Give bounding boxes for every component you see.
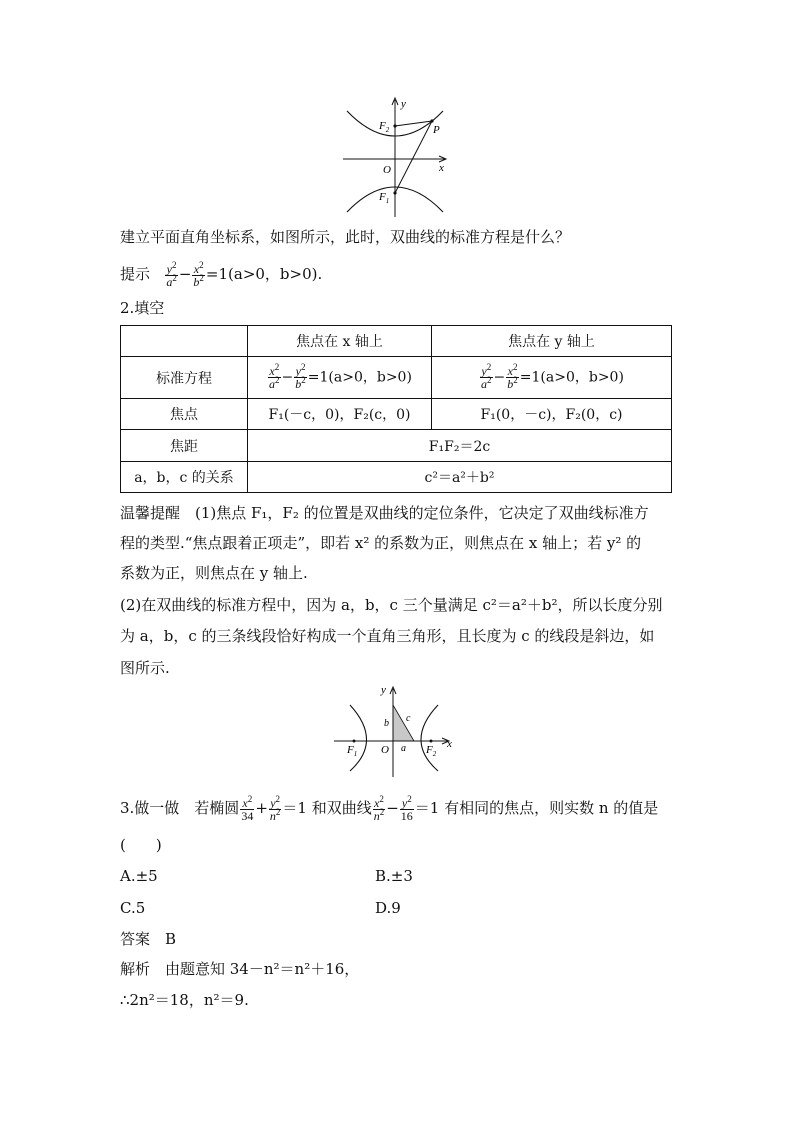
section-2-title: 2.填空	[120, 299, 165, 317]
right-triangle	[393, 705, 414, 741]
hint-rest: =1(a>0，b>0).	[205, 265, 323, 283]
label-o: O	[381, 744, 389, 756]
option-b: B.±3	[375, 867, 413, 885]
row-label-focal-distance: 焦距	[121, 430, 248, 462]
focal-distance: F₁F₂＝2c	[248, 430, 672, 462]
label-f1: $F_1$	[379, 191, 390, 205]
table-header-x: 焦点在 x 轴上	[248, 326, 432, 357]
question-3-paren: ( )	[120, 836, 162, 854]
question-3: 3.做一做 若椭圆 $\frac{x^2}{34}$ + $\frac{y^2}{n^2}$ ＝1 和双曲线 $\frac{x^2}{n^2}$ − $\frac{y^2}{16}$ ＝1 有相同的焦点，则实数 n 的值是	[120, 793, 659, 823]
fraction-x2-n2: $\frac{x^2}{n^2}$	[373, 793, 385, 823]
label-b: b	[384, 718, 389, 729]
equation-x: $\frac{x^2}{a^2}$ − $\frac{y^2}{b^2}$ =1(a>0，b>0)	[248, 357, 432, 399]
label-x: x	[447, 738, 452, 750]
label-f2: $F_2$	[426, 744, 437, 758]
analysis-line1: 解析 由题意知 34－n²＝n²＋16，	[120, 960, 360, 978]
row-label-relation: a，b，c 的关系	[121, 462, 248, 493]
fraction-x2-34: $\frac{x^2}{34}$	[241, 793, 254, 823]
right-branch	[421, 705, 438, 771]
hint: 提示 $\frac{y^2}{a^2}$ − $\frac{x^2}{b^2}$ =1(a>0，b>0).	[120, 259, 323, 289]
hyperbola-table	[120, 325, 672, 493]
left-branch	[350, 705, 367, 771]
label-x: x	[439, 162, 444, 174]
label-y: y	[401, 98, 406, 110]
point-f1	[393, 191, 396, 194]
tips-p1-line3: 系数为正，则焦点在 y 轴上.	[120, 564, 308, 582]
label-a: a	[401, 743, 406, 754]
point-p	[430, 119, 433, 122]
point-f2	[393, 124, 396, 127]
hint-label: 提示	[120, 265, 151, 283]
tips-p2-line1: (2)在双曲线的标准方程中，因为 a，b，c 三个量满足 c²＝a²＋b²，所以长度分别	[120, 596, 663, 614]
option-a: A.±5	[120, 867, 158, 885]
label-o: O	[383, 164, 391, 176]
relation-value: c²＝a²＋b²	[248, 462, 672, 493]
label-c: c	[406, 713, 411, 724]
fraction-y2-a2: $\frac{y^2}{a^2}$	[166, 259, 177, 289]
table-header-y: 焦点在 y 轴上	[432, 326, 672, 357]
point-f1	[353, 740, 356, 743]
table-header-empty	[121, 326, 248, 357]
fraction-y2-n2: $\frac{y^2}{n^2}$	[269, 793, 281, 823]
equation-y: $\frac{y^2}{a^2}$ − $\frac{x^2}{b^2}$ =1(a>0，b>0)	[432, 357, 672, 399]
row-label-equation: 标准方程	[121, 357, 248, 399]
point-f2	[430, 740, 433, 743]
focus-x: F₁(－c，0)，F₂(c，0)	[248, 399, 432, 430]
analysis-line2: ∴2n²＝18，n²＝9.	[120, 991, 249, 1009]
option-d: D.9	[375, 899, 401, 917]
focus-y: F₁(0，－c)，F₂(0，c)	[432, 399, 672, 430]
tips-p2-line3: 图所示.	[120, 659, 170, 677]
label-y: y	[381, 685, 386, 696]
hyperbola-figure-y-axis	[335, 95, 455, 220]
tips-p1-line1: 温馨提醒 (1)焦点 F₁，F₂ 的位置是双曲线的定位条件，它决定了双曲线标准方	[120, 504, 649, 522]
hyperbola-triangle-figure	[330, 685, 460, 780]
fraction-y2-16: $\frac{y^2}{16}$	[400, 793, 413, 823]
label-f1: $F_1$	[347, 744, 358, 758]
label-p: P	[433, 124, 440, 136]
tips-p2-line2: 为 a，b，c 的三条线段恰好构成一个直角三角形，且长度为 c 的线段是斜边，如	[120, 627, 655, 645]
option-c: C.5	[120, 899, 146, 917]
fraction-x2-b2: $\frac{x^2}{b^2}$	[193, 259, 204, 289]
tips-p1-line2: 程的类型.“焦点跟着正项走”，即若 x² 的系数为正，则焦点在 x 轴上；若 y² 的	[120, 534, 642, 552]
label-f2: $F_2$	[379, 120, 390, 134]
row-label-focus: 焦点	[121, 399, 248, 430]
question-1: 建立平面直角坐标系，如图所示，此时，双曲线的标准方程是什么？	[120, 228, 571, 246]
answer: 答案 B	[120, 930, 177, 948]
